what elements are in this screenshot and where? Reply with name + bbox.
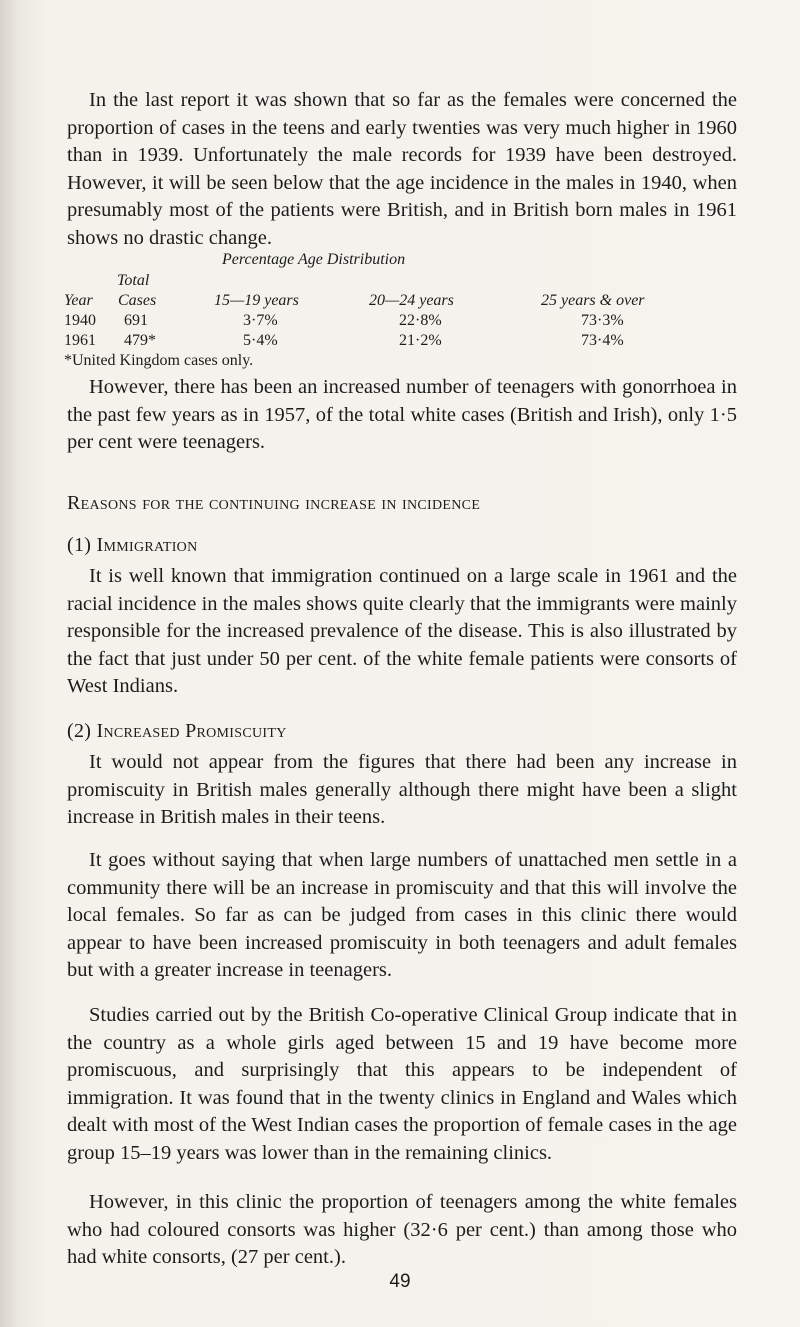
table-row bbox=[64, 331, 737, 351]
cell-age-15-19: 5·4% bbox=[243, 332, 278, 349]
promiscuity-p1-block bbox=[67, 749, 737, 832]
header-total: Total bbox=[117, 272, 150, 289]
immigration-heading: (1) Immigration bbox=[67, 534, 198, 556]
header-age-15-19: 15—19 years bbox=[214, 292, 299, 309]
cell-cases: 479* bbox=[124, 332, 156, 349]
cell-age-25-over: 73·3% bbox=[581, 312, 624, 329]
intro-paragraph: In the last report it was shown that so far as the females were concerned the proportion of cases in the teens and early twenties was very much higher in 1960 than in 1939. Unfortunately the male records for 1939 have been destroyed. However, it will be seen below that the age incidence in the males in 1940, when presumably most of the patients were British, and in British born males in 1961 shows no drastic change. bbox=[67, 89, 737, 249]
header-year: Year bbox=[64, 292, 93, 309]
section-heading-block bbox=[67, 490, 737, 518]
teenagers-paragraph: However, there has been an increased number of teenagers with gonorrhoea in the past few years as in 1957, of the total white cases (British and Irish), only 1·5 per cent were teenagers. bbox=[67, 376, 737, 454]
table-caption-row bbox=[67, 250, 737, 270]
promiscuity-p3-block bbox=[67, 1002, 737, 1168]
promiscuity-p4-block bbox=[67, 1189, 737, 1272]
immigration-body-block bbox=[67, 563, 737, 701]
table-footnote: *United Kingdom cases only. bbox=[64, 352, 254, 369]
cell-age-25-over: 73·4% bbox=[581, 332, 624, 349]
table-caption: Percentage Age Distribution bbox=[222, 251, 406, 268]
table-row bbox=[64, 311, 737, 331]
promiscuity-paragraph-3: Studies carried out by the British Co-operative Clinical Group indicate that in the country as a whole girls aged between 15 and 19 have become more promiscuous, and surprisingly that this appears to be independent of immigration. It was found that in the twenty clinics in England and Wales which dealt with most of the West Indian cases the proportion of female cases in the age group 15–19 years was lower than in the remaining clinics. bbox=[67, 1004, 737, 1164]
header-age-25-over: 25 years & over bbox=[541, 292, 645, 309]
promiscuity-section bbox=[67, 718, 737, 746]
table-footnote-row bbox=[64, 351, 737, 371]
promiscuity-p2-block bbox=[67, 847, 737, 985]
table-header-row bbox=[64, 291, 737, 311]
promiscuity-heading: (2) Increased Promiscuity bbox=[67, 720, 287, 742]
cell-cases: 691 bbox=[124, 312, 148, 329]
age-distribution-table bbox=[64, 250, 737, 370]
page-number: 49 bbox=[389, 1271, 411, 1292]
immigration-body: It is well known that immigration continued on a large scale in 1961 and the racial incidence in the males shows quite clearly that the immigrants were mainly responsible for the increased prevalence of the disease. This is also illustrated by the fact that just under 50 per cent. of the white female patients were consorts of West Indians. bbox=[67, 565, 737, 698]
section-heading: Reasons for the continuing increase in incidence bbox=[67, 492, 481, 514]
cell-age-15-19: 3·7% bbox=[243, 312, 278, 329]
promiscuity-paragraph-1: It would not appear from the figures that there had been any increase in promiscuity in British males generally although there might have been a slight increase in British males in their teens. bbox=[67, 751, 737, 829]
promiscuity-paragraph-4: However, in this clinic the proportion of teenagers among the white females who had coloured consorts was higher (32·6 per cent.) than among those who had white consorts, (27 per cent.). bbox=[67, 1191, 737, 1269]
cell-year: 1940 bbox=[64, 312, 96, 329]
promiscuity-paragraph-2: It goes without saying that when large numbers of unattached men settle in a community there will be an increase in promiscuity and that this will involve the local females. So far as can be judged from cases in this clinic there would appear to have been increased promiscuity in both teenagers and adult females but with a greater increase in teenagers. bbox=[67, 849, 737, 982]
teenagers-paragraph-block bbox=[67, 374, 737, 457]
intro-paragraph-block bbox=[67, 87, 737, 253]
table-header-row-top bbox=[67, 271, 737, 291]
header-cases: Cases bbox=[118, 292, 157, 309]
cell-year: 1961 bbox=[64, 332, 96, 349]
header-age-20-24: 20—24 years bbox=[369, 292, 454, 309]
immigration-section bbox=[67, 532, 737, 560]
cell-age-20-24: 22·8% bbox=[399, 312, 442, 329]
cell-age-20-24: 21·2% bbox=[399, 332, 442, 349]
